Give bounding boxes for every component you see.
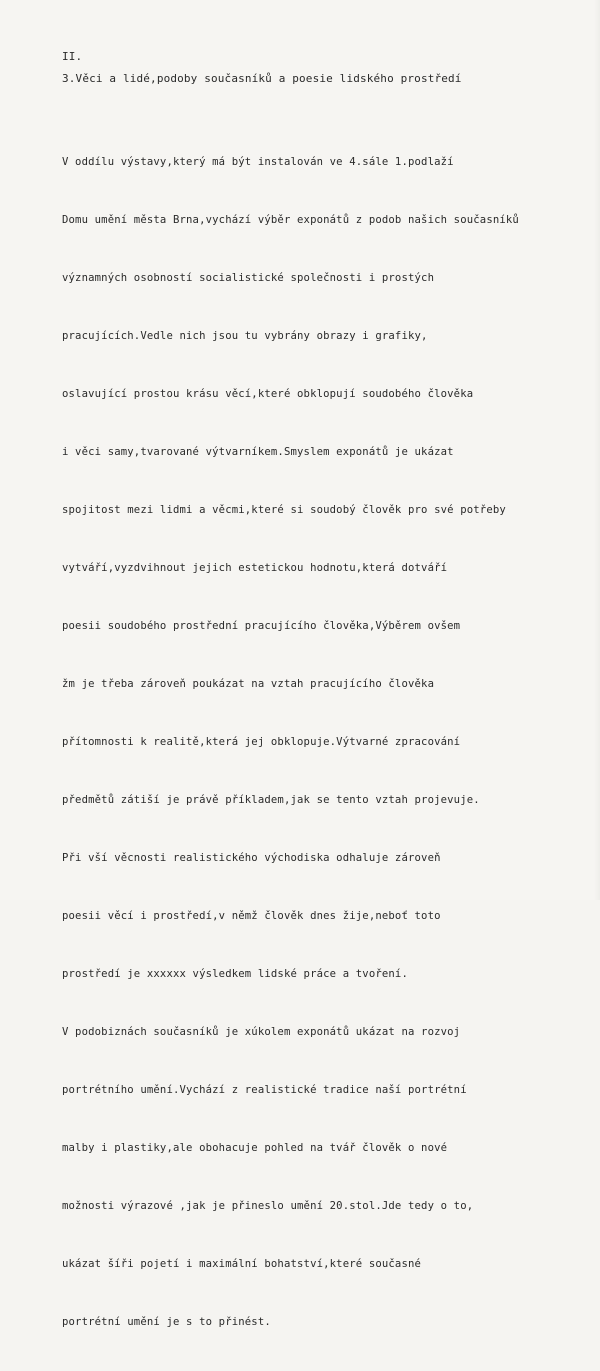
text-line: poesii věcí i prostředí,v němž člověk dnes žije,neboť toto: [62, 910, 441, 923]
text-line: portrétní umění je s to přinést.: [62, 1316, 271, 1329]
text-line: i věci samy,tvarované výtvarníkem.Smyslem exponátů je ukázat: [62, 445, 454, 458]
text-line: spojitost mezi lidmi a věcmi,které si soudobý člověk pro své potřeby: [62, 503, 506, 516]
text-line: poesii soudobého prostřední pracujícího člověka,Výběrem ovšem: [62, 619, 461, 632]
text-line: žm je třeba zároveň poukázat na vztah pracujícího člověka: [62, 677, 435, 690]
paper-edge: [594, 0, 600, 900]
text-line: možnosti výrazové ,jak je přineslo umění 20.stol.Jde tedy o to,: [62, 1200, 474, 1213]
text-line: vytváří,vyzdvihnout jejich estetickou hodnotu,která dotváří: [62, 561, 448, 574]
section-number: II.: [62, 50, 83, 63]
text-line: V podobiznách současníků je xúkolem exponátů ukázat na rozvoj: [62, 1026, 461, 1039]
text-line: malby i plastiky,ale obohacuje pohled na tvář člověk o nové: [62, 1142, 448, 1155]
text-line: předmětů zátiší je právě příkladem,jak se tento vztah projevuje.: [62, 794, 480, 807]
text-line: portrétního umění.Vychází z realistické tradice naší portrétní: [62, 1084, 467, 1097]
text-line: Při vší věcnosti realistického východiska odhaluje zároveň: [62, 852, 441, 865]
text-line: V oddílu výstavy,který má být instalován ve 4.sále 1.podlaží: [62, 155, 454, 168]
section-title: 3.Věci a lidé,podoby současníků a poesie lidského prostředí: [62, 72, 462, 85]
body-text: [62, 114, 519, 1371]
text-line: ukázat šíři pojetí i maximální bohatství,které současné: [62, 1258, 422, 1271]
text-line: pracujících.Vedle nich jsou tu vybrány obrazy i grafiky,: [62, 329, 428, 342]
text-line: přítomnosti k realitě,která jej obklopuje.Výtvarné zpracování: [62, 736, 461, 748]
text-line: významných osobností socialistické společnosti i prostých: [62, 271, 435, 284]
text-line: Domu umění města Brna,vychází výběr exponátů z podob našich současníků: [62, 213, 519, 226]
text-line: prostředí je xxxxxx výsledkem lidské práce a tvoření.: [62, 968, 408, 981]
text-line: oslavující prostou krásu věcí,které obklopují soudobého člověka: [62, 387, 474, 400]
